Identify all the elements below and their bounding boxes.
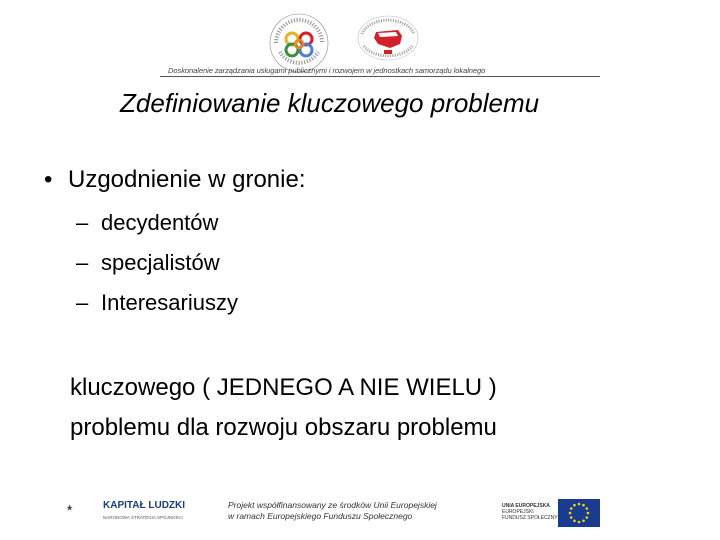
- sub-item-dash: –: [76, 210, 89, 235]
- kapital-ludzki-name: KAPITAŁ LUDZKI: [103, 500, 186, 511]
- bullet-text: Uzgodnienie w gronie:: [68, 166, 306, 193]
- paragraph-line-1: kluczowego ( JEDNEGO A NIE WIELU ): [70, 374, 497, 401]
- header-divider: [160, 76, 600, 77]
- eu-cofinancing-line-1: Projekt współfinansowany ze środków Unii Europejskiej: [228, 500, 437, 510]
- slide-title: Zdefiniowanie kluczowego problemu: [120, 88, 540, 118]
- sub-item-decydentow: [76, 210, 218, 236]
- kapital-ludzki-subtitle: NARODOWA STRATEGIA SPÓJNOŚCI: [103, 515, 184, 520]
- eu-fund-line-2: EUROPEJSKI: [502, 509, 534, 515]
- eu-fund-line-3: FUNDUSZ SPOŁECZNY: [502, 515, 558, 521]
- sub-item-interesariuszy: [76, 290, 238, 316]
- bullet-item: [44, 166, 305, 194]
- zmp-logo-icon: [268, 12, 330, 74]
- sub-item-specjalistow: [76, 250, 220, 276]
- sub-item-text: decydentów: [101, 210, 219, 235]
- sub-item-text: Interesariuszy: [101, 290, 238, 315]
- sub-item-text: specjalistów: [101, 250, 220, 275]
- eu-cofinancing-line-2: w ramach Europejskiego Funduszu Społecznego: [228, 511, 413, 521]
- header-caption: Doskonalenie zarządzania usługami publicznymi i rozwojem w jednostkach samorządu lokalnego: [168, 66, 486, 75]
- zpp-logo-icon: [354, 14, 422, 64]
- eu-cofinancing-note: [228, 500, 478, 522]
- sub-item-dash: –: [76, 250, 89, 275]
- kapital-ludzki-logo-icon: [66, 488, 100, 528]
- eu-fund-line-1: UNIA EUROPEJSKA: [502, 503, 550, 509]
- paragraph-line-2: problemu dla rozwoju obszaru problemu: [70, 414, 497, 441]
- sub-item-dash: –: [76, 290, 89, 315]
- eu-flag-icon: [558, 499, 600, 527]
- eu-fund-label: [502, 503, 558, 521]
- bullet-marker: •: [44, 166, 53, 193]
